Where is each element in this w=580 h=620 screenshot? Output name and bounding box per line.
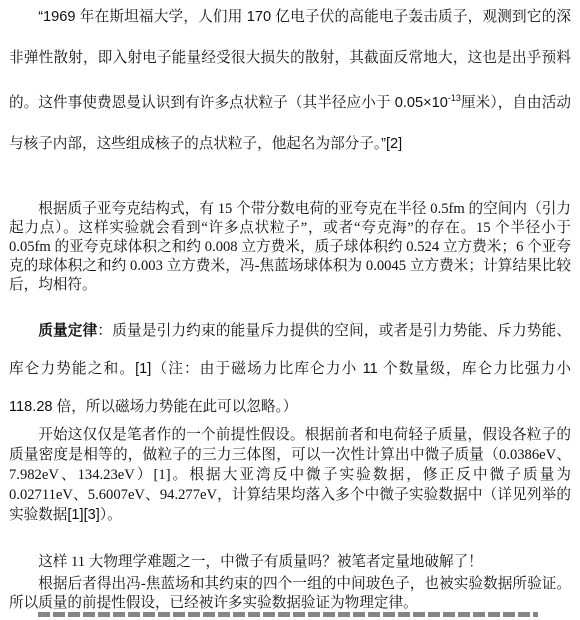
quote-text-before-exponent: “1969 年在斯坦福大学，人们用 170 亿电子伏的高能电子轰击质子，观测到它的深非弹性散射，即入射电子能量经受很大损失的散射，其截面反常地大，这也是出乎预料的。这件事使费恩曼认识到有许多点状粒子（其半径应小于 0.05×10 — [9, 9, 571, 111]
structure-paragraph: 根据质子亚夸克结构式，有 15 个带分数电荷的亚夸克在半径 0.5fm 的空间内（引力起力点）。这样实验就会看到“许多点状粒子”，或者“夸克海”的存在。15 个半径小于 0.05fm 的亚夸克球体积之和约 0.008 立方费米，质子球体积约 0.524 立方费米；6 个亚夸克的球体积之和约 0.003 立方费米，冯-焦蓝场球体积为 0.0045 立方费米；计算结果比较后，均相符。 — [9, 201, 571, 293]
exponent: -13 — [447, 93, 461, 103]
mass-law-paragraph — [9, 312, 571, 426]
mass-law-body: ：质量是引力约束的能量斥力提供的空间，或者是引力势能、斥力势能、库仑力势能之和。[1]（注：由于磁场力比库仑力小 11 个数量级，库仑力比强力小 118.28 倍，所以磁场力势能在此可以忽略。） — [9, 323, 571, 415]
mass-law-term: 质量定律 — [38, 323, 98, 339]
cut-off-text-line — [0, 612, 580, 620]
quote-text-after-exponent: 厘米），自由活动与核子内部，这些组成核子的点状粒子，他起名为部分子。”[2] — [9, 95, 571, 152]
quote-paragraph — [9, 0, 571, 164]
conclusion-paragraph: 根据后者得出冯-焦蓝场和其约束的四个一组的中间玻色子，也被实验数据所验证。所以质量的前提性假设，已经被许多实验数据验证为物理定律。 — [9, 576, 571, 611]
hypothesis-serif-text: 开始这仅仅是笔者作的一个前提性假设。根据前者和电荷轻子质量，假设各粒子的质量密度是相等的，做粒子的三力三体图，可以一次性计算出中微子质量（0.0386eV、7.982eV、134.23eV）[1]。根据大亚湾反中微子实验数据，修正反中微子质量为 0.02711eV、5.6007eV、94.277eV，计算结果均落入多个中微子实 — [9, 427, 571, 503]
neutrino-paragraph: 这样 11 大物理学难题之一，中微子有质量吗？被笔者定量地破解了！ — [38, 554, 483, 570]
hypothesis-paragraph — [9, 425, 571, 525]
cut-off-glyphs — [38, 612, 538, 620]
hypothesis-sans-text: 验数据中（详见列举的实验数据[1][3]）。 — [9, 487, 571, 523]
